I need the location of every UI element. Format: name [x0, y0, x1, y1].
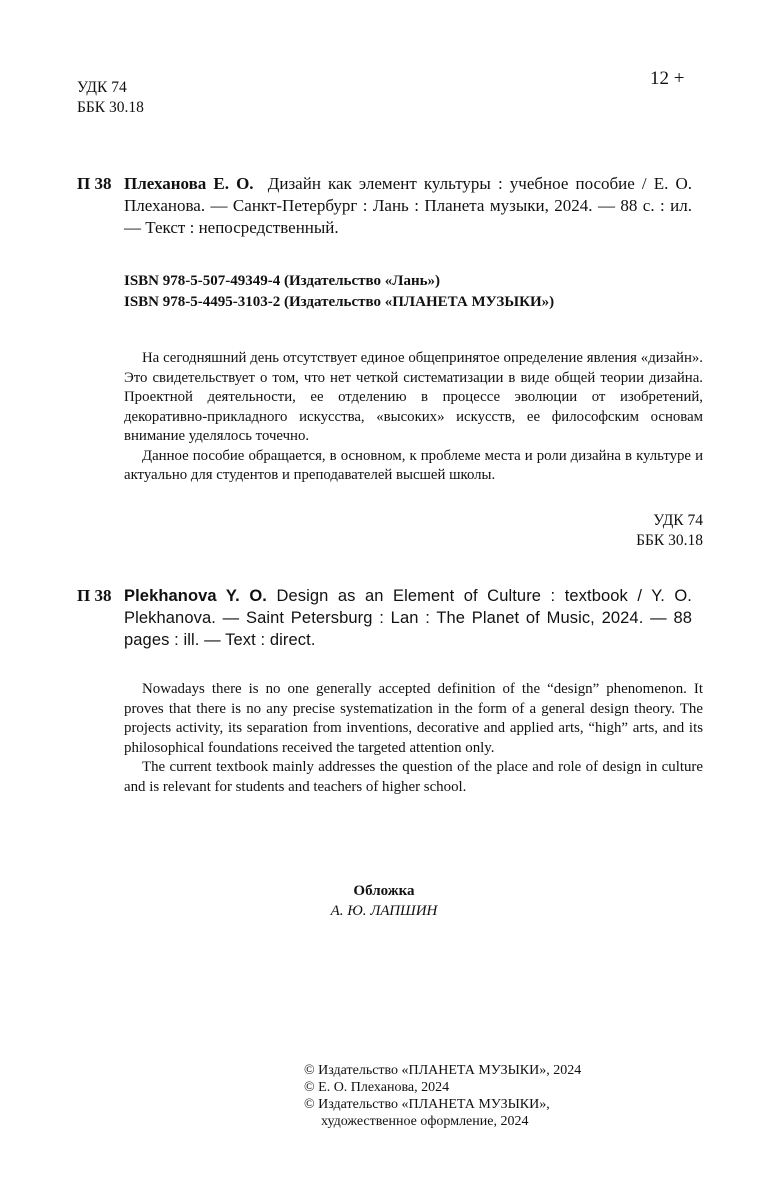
cover-label: Обложка [353, 883, 415, 899]
cover-credit [0, 881, 768, 921]
entry-description: Дизайн как элемент культуры : учебное пособие / Е. О. Плеханова. — Санкт-Петербург : Лань : Планета музыки, 2024. — 88 с. : ил. — Текст : непосредственный. [124, 174, 693, 237]
classification-codes-right [560, 511, 703, 551]
copyright-line: © Е. О. Плеханова, 2024 [304, 1080, 450, 1095]
bbk-code: ББК 30.18 [636, 532, 703, 549]
cover-designer: А. Ю. ЛАПШИН [330, 903, 438, 919]
entry-body [124, 173, 692, 239]
age-rating: 12 + [650, 68, 685, 89]
copyright-block [304, 1062, 581, 1130]
author-mark: П 38 [77, 586, 112, 605]
copyright-line: художественное оформление, 2024 [321, 1114, 529, 1129]
author-name: Plekhanova Y. O. [124, 587, 267, 605]
entry-body [124, 585, 692, 651]
entry-description: Design as an Element of Culture : textbook / Y. O. Plekhanova. — Saint Petersburg : Lan : The Planet of Music, 2024. — 88 pages : ill. — Text : direct. [124, 587, 692, 649]
annotation-paragraph: The current textbook mainly addresses the question of the place and role of design in culture and is relevant for students and teachers of higher school. [124, 759, 703, 795]
classification-codes [77, 78, 144, 118]
bbk-code: ББК 30.18 [77, 99, 144, 116]
udk-code: УДК 74 [653, 512, 703, 529]
annotation-english [124, 680, 703, 797]
bibliographic-entry-russian [77, 173, 692, 239]
bibliographic-entry-english [77, 585, 692, 651]
copyright-line: © Издательство «ПЛАНЕТА МУЗЫКИ», [304, 1097, 550, 1112]
udk-code: УДК 74 [77, 79, 127, 96]
isbn-lan: ISBN 978-5-507-49349-4 (Издательство «Лань») [124, 273, 441, 289]
copyright-line: © Издательство «ПЛАНЕТА МУЗЫКИ», 2024 [304, 1063, 582, 1078]
annotation-paragraph: На сегодняшний день отсутствует единое общепринятое определение явления «дизайн». Это свидетельствует о том, что нет четкой систематизации в виде общей теории дизайна. Проектной деятельности, ее отделению в процессе эволюции от изобретений, декоративно-прикладного искусства, «высоких» искусств, ее философским основам внимание уделялось точечно. [124, 350, 703, 444]
annotation-paragraph: Nowadays there is no one generally accepted definition of the “design” phenomenon. It proves that there is no any precise systematization in the form of a general design theory. The projects activity, its separation from inventions, decorative and applied arts, “high” arts, and its philosophical foundations received the targeted attention only. [124, 681, 703, 756]
author-mark: П 38 [77, 174, 112, 193]
isbn-block [124, 271, 554, 313]
annotation-russian [124, 349, 703, 486]
author-name: Плеханова Е. О. [124, 174, 254, 193]
annotation-paragraph: Данное пособие обращается, в основном, к проблеме места и роли дизайна в культуре и актуально для студентов и преподавателей высшей школы. [124, 447, 703, 483]
isbn-planet-music: ISBN 978-5-4495-3103-2 (Издательство «ПЛАНЕТА МУЗЫКИ») [124, 294, 555, 310]
